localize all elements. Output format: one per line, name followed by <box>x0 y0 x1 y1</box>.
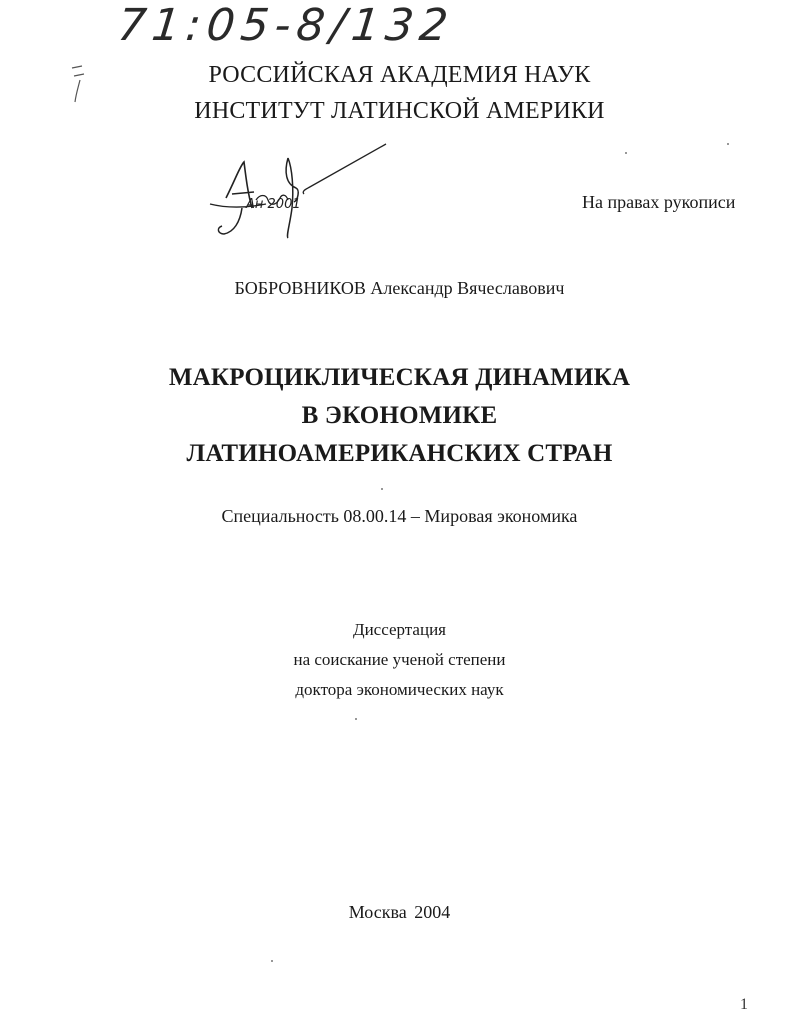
signature-date: Ан 2001 <box>246 197 301 212</box>
specialty-line: Специальность 08.00.14 – Мировая экономика <box>221 506 578 526</box>
degree-line-3: доктора экономических наук <box>295 680 504 699</box>
rights-note: На правах рукописи <box>582 192 736 212</box>
scan-speck <box>727 143 729 145</box>
degree-line-1: Диссертация <box>352 620 446 639</box>
title-line-2: В ЭКОНОМИКЕ <box>301 402 498 429</box>
scan-speck <box>381 488 383 490</box>
author-name: БОБРОВНИКОВ Александр Вячеславович <box>234 278 565 298</box>
academy-heading: РОССИЙСКАЯ АКАДЕМИЯ НАУК <box>208 62 591 88</box>
scan-speck <box>625 152 627 154</box>
city-year: Москва 2004 <box>348 902 451 922</box>
title-line-1: МАКРОЦИКЛИЧЕСКАЯ ДИНАМИКА <box>168 364 631 391</box>
institute-heading: ИНСТИТУТ ЛАТИНСКОЙ АМЕРИКИ <box>194 98 605 124</box>
scan-speck <box>271 960 273 962</box>
degree-line-2: на соискание ученой степени <box>293 650 506 669</box>
page-marker: 1 <box>740 996 748 1013</box>
scan-speck <box>355 718 357 720</box>
signature-stamp <box>196 138 396 248</box>
title-line-3: ЛАТИНОАМЕРИКАНСКИХ СТРАН <box>186 440 613 467</box>
archive-code: 71:05-8/132 <box>115 0 457 51</box>
